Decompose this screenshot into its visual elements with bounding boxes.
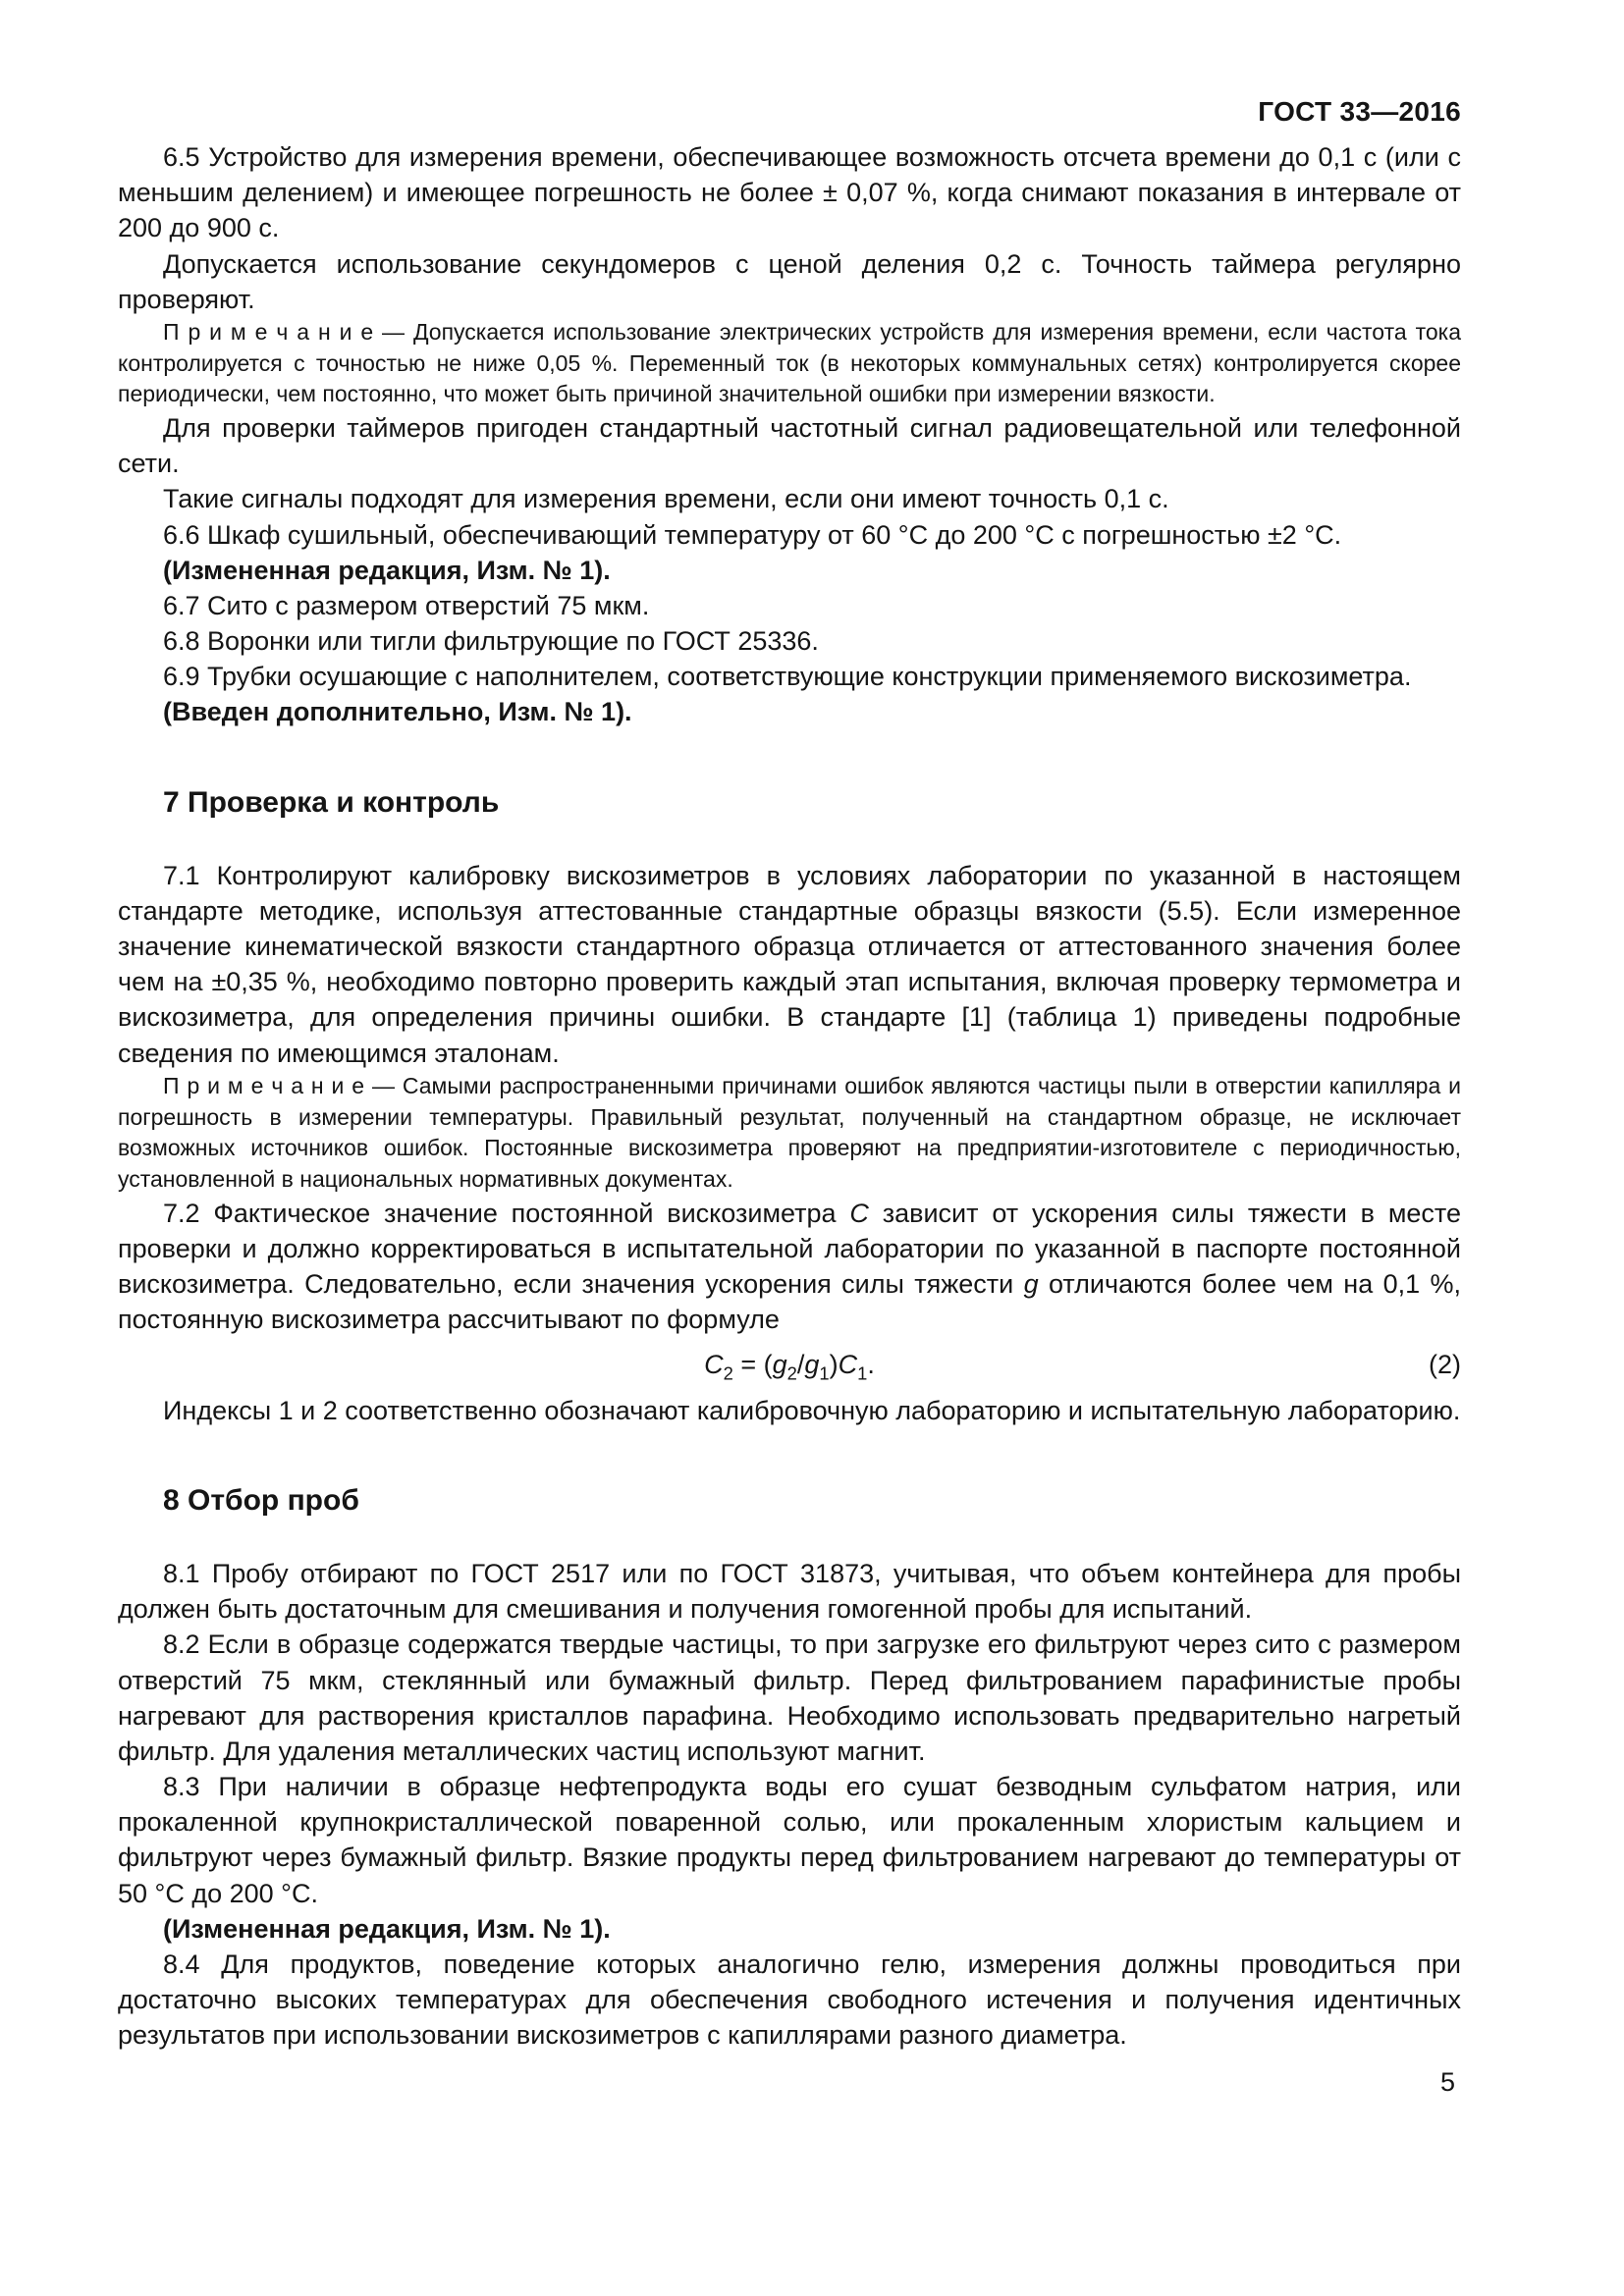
paragraph-7-2-part1: 7.2 Фактическое значение постоянной вискозиметра	[163, 1198, 850, 1228]
formula-number: (2)	[1429, 1350, 1461, 1380]
added-note-1: (Введен дополнительно, Изм. № 1).	[163, 697, 632, 727]
formula-period: .	[867, 1350, 875, 1380]
formula-var-c2: C	[838, 1350, 858, 1380]
paragraph-indices: Индексы 1 и 2 соответственно обозначают калибровочную лабораторию и испытательную лабораторию.	[163, 1395, 1461, 1425]
paragraph-6-5: 6.5 Устройство для измерения времени, обеспечивающее возможность отсчета времени до 0,1 с (или с меньшим делением) и имеющее погрешность не более ± 0,07 %, когда снимают показания в интервале от 200 до 900 с.	[118, 142, 1461, 243]
formula-sub-2b: 2	[786, 1362, 797, 1384]
formula-close-paren: )	[829, 1350, 839, 1380]
variable-c: C	[849, 1198, 869, 1228]
paragraph-8-2: 8.2 Если в образце содержатся твердые частицы, то при загрузке его фильтруют через сито с размером отверстий 75 мкм, стеклянный или бумажный фильтр. Перед фильтрованием парафинистые пробы нагревают для растворения кристаллов парафина. Необходимо использовать предварительно нагретый фильтр. Для удаления металлических частиц используют магнит.	[118, 1629, 1461, 1766]
amendment-note-2: (Измененная редакция, Изм. № 1).	[163, 1913, 611, 1944]
formula-var-c: C	[704, 1350, 724, 1380]
formula-sub-1b: 1	[857, 1362, 868, 1384]
formula-2	[118, 1347, 1461, 1382]
note-errors: П р и м е ч а н и е — Самыми распространенными причинами ошибок являются частицы пыли в отверстии капилляра и погрешность в измерении температуры. Правильный результат, полученный на стандартном образце, не исключает возможных источников ошибок. Постоянные вискозиметра проверяют на предприятии-изготовителе с периодичностью, установленной в национальных нормативных документах.	[118, 1072, 1461, 1193]
paragraph-stopwatch: Допускается использование секундомеров с ценой деления 0,2 с. Точность таймера регулярно проверяют.	[118, 248, 1461, 314]
paragraph-7-2-part2: зависит от ускорения силы тяжести в месте проверки и должно корректироваться в испытательной лаборатории по указанной в паспорте постоянной вискозиметра. Следовательно, если значения ускорения силы тяжести	[118, 1198, 1461, 1300]
paragraph-signals: Такие сигналы подходят для измерения времени, если они имеют точность 0,1 с.	[163, 484, 1169, 514]
paragraph-8-1: 8.1 Пробу отбирают по ГОСТ 2517 или по ГОСТ 31873, учитывая, что объем контейнера для пробы должен быть достаточным для смешивания и получения гомогенной пробы для испытаний.	[118, 1558, 1461, 1625]
amendment-note-1: (Измененная редакция, Изм. № 1).	[163, 555, 611, 585]
formula-var-g: g	[772, 1350, 787, 1380]
paragraph-8-3: 8.3 При наличии в образце нефтепродукта воды его сушат безводным сульфатом натрия, или прокаленной крупнокристаллической поваренной солью, или прокаленным хлористым кальцием и фильтруют через бумажный фильтр. Вязкие продукты перед фильтрованием нагревают до температуры от 50 °С до 200 °С.	[118, 1772, 1461, 1908]
paragraph-6-9: 6.9 Трубки осушающие с наполнителем, соответствующие конструкции применяемого вискозиметра.	[163, 662, 1412, 692]
paragraph-7-1: 7.1 Контролируют калибровку вискозиметров в условиях лаборатории по указанной в настоящем стандарте методике, используя аттестованные стандартные образцы вязкости (5.5). Если измеренное значение кинематической вязкости стандартного образца отличается от аттестованного значения более чем на ±0,35 %, необходимо повторно проверить каждый этап испытания, включая проверку термометра и вискозиметра, для определения причины ошибки. В стандарте [1] (таблица 1) приведены подробные сведения по имеющимся эталонам.	[118, 860, 1461, 1068]
section-8-title: 8 Отбор проб	[163, 1483, 359, 1517]
paragraph-timer-check: Для проверки таймеров пригоден стандартный частотный сигнал радиовещательной или телефонной сети.	[118, 413, 1461, 479]
page-content	[118, 139, 1461, 2053]
paragraph-6-8: 6.8 Воронки или тигли фильтрующие по ГОСТ 25336.	[163, 626, 819, 657]
formula-equals-open: = (	[732, 1350, 773, 1380]
section-7-title: 7 Проверка и контроль	[163, 785, 500, 819]
paragraph-7-2-part3: отличаются более чем на 0,1 %, постоянную вискозиметра рассчитывают по формуле	[118, 1269, 1461, 1335]
paragraph-8-4: 8.4 Для продуктов, поведение которых аналогично гелю, измерения должны проводиться при достаточно высоких температурах для обеспечения свободного истечения и получения идентичных результатов при использовании вискозиметров с капиллярами разного диаметра.	[118, 1949, 1461, 2051]
formula-sub-2: 2	[723, 1362, 733, 1384]
paragraph-6-6: 6.6 Шкаф сушильный, обеспечивающий температуру от 60 °С до 200 °С с погрешностью ±2 °С.	[163, 519, 1342, 550]
variable-g: g	[1023, 1269, 1039, 1300]
paragraph-6-7: 6.7 Сито с размером отверстий 75 мкм.	[163, 590, 650, 620]
note-timer: П р и м е ч а н и е — Допускается использование электрических устройств для измерения времени, если частота тока контролируется с точностью не ниже 0,05 %. Переменный ток (в некоторых коммунальных сетях) контролируется скорее периодически, чем постоянно, что может быть причиной значительной ошибки при измерении вязкости.	[118, 318, 1461, 407]
doc-code-header: ГОСТ 33—2016	[1258, 96, 1461, 127]
formula-slash: /	[796, 1350, 805, 1380]
page-number: 5	[1439, 2067, 1455, 2097]
formula-sub-1: 1	[819, 1362, 830, 1384]
paragraph-7-2	[118, 1196, 1461, 1338]
formula-var-g2: g	[804, 1350, 820, 1380]
formula-row	[118, 1347, 1461, 1382]
